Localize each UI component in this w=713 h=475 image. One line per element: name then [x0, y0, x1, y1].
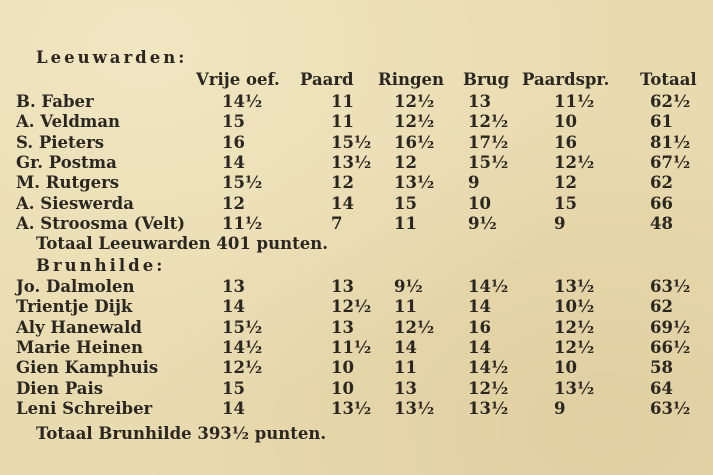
- gymnast-name: Gr. Postma: [16, 152, 117, 172]
- score-cell: 58: [650, 358, 673, 378]
- score-cell: 15: [554, 193, 577, 213]
- score-cell: 15½: [222, 173, 263, 193]
- score-cell: 14½: [222, 92, 263, 111]
- score-cell: 11: [394, 213, 417, 233]
- header-ringen: Ringen: [378, 70, 445, 89]
- gymnast-name: Marie Heinen: [16, 337, 144, 357]
- brunhilde-total-line: [0, 423, 713, 445]
- score-cell: 13½: [468, 398, 509, 418]
- score-cell: 13: [222, 277, 245, 296]
- score-cell: 17½: [468, 132, 509, 152]
- score-cell: 13½: [394, 398, 435, 418]
- score-cell: 12½: [394, 112, 435, 132]
- gymnast-name: A. Veldman: [16, 112, 121, 132]
- score-cell: 10½: [554, 297, 595, 317]
- score-cell: 15½: [331, 132, 372, 152]
- score-cell: 10: [331, 378, 354, 398]
- score-cell: 11½: [222, 213, 263, 233]
- score-cell: 9: [554, 398, 566, 418]
- score-cell: 16: [222, 132, 245, 152]
- score-cell: 13: [331, 317, 354, 337]
- score-cell: 16: [468, 317, 491, 337]
- score-cell: 14: [222, 297, 245, 317]
- score-cell: 12½: [554, 152, 595, 172]
- score-cell: 9: [468, 173, 480, 193]
- score-cell: 11½: [554, 92, 595, 111]
- header-paard: Paard: [300, 70, 354, 89]
- score-cell: 12: [394, 152, 417, 172]
- score-cell: 14½: [468, 277, 509, 296]
- score-cell: 13½: [331, 152, 372, 172]
- gymnast-name: Aly Hanewald: [16, 317, 142, 337]
- score-cell: 13½: [554, 277, 595, 296]
- table-row: [0, 276, 713, 298]
- gymnast-name: S. Pieters: [16, 132, 105, 152]
- score-cell: 15½: [222, 317, 263, 337]
- score-cell: 12½: [394, 317, 435, 337]
- score-cell: 62: [650, 297, 673, 317]
- score-cell: 9½: [468, 213, 497, 233]
- score-cell: 15½: [468, 152, 509, 172]
- score-cell: 62: [650, 173, 673, 193]
- leeuwarden-heading-line: [0, 47, 713, 69]
- score-cell: 66: [650, 193, 673, 213]
- score-cell: 13: [468, 92, 491, 111]
- table-row: [0, 398, 713, 420]
- score-cell: 12: [554, 173, 577, 193]
- score-cell: 61: [650, 112, 673, 132]
- score-cell: 15: [222, 378, 245, 398]
- table-row: [0, 378, 713, 400]
- column-header-row: [0, 69, 713, 91]
- score-cell: 12½: [554, 337, 595, 357]
- score-cell: 11: [394, 358, 417, 378]
- header-totaal: Totaal: [640, 70, 697, 89]
- score-cell: 12½: [468, 378, 509, 398]
- table-row: [0, 317, 713, 339]
- score-cell: 48: [650, 213, 673, 233]
- score-cell: 69½: [650, 317, 691, 337]
- score-cell: 14: [468, 297, 491, 317]
- table-row: [0, 111, 713, 133]
- score-cell: 9: [554, 213, 566, 233]
- score-cell: 11: [331, 92, 354, 111]
- score-cell: 14½: [468, 358, 509, 378]
- leeuwarden-total-line: [0, 233, 713, 255]
- score-cell: 14½: [222, 337, 263, 357]
- leeuwarden-heading: Leeuwarden:: [36, 48, 188, 67]
- gymnast-name: A. Sieswerda: [16, 193, 134, 213]
- score-cell: 64: [650, 378, 673, 398]
- score-cell: 16½: [394, 132, 435, 152]
- table-row: [0, 337, 713, 359]
- header-brug: Brug: [463, 70, 510, 89]
- score-cell: 12½: [468, 112, 509, 132]
- score-cell: 13: [394, 378, 417, 398]
- score-cell: 13½: [554, 378, 595, 398]
- gymnast-name: Gien Kamphuis: [16, 358, 159, 378]
- score-cell: 16: [554, 132, 577, 152]
- score-cell: 10: [554, 358, 577, 378]
- score-cell: 15: [222, 112, 245, 132]
- gymnast-name: Dien Pais: [16, 378, 104, 398]
- score-cell: 14: [468, 337, 491, 357]
- brunhilde-heading: Brunhilde:: [36, 256, 166, 275]
- score-cell: 10: [468, 193, 491, 213]
- table-row: [0, 91, 713, 113]
- table-row: [0, 152, 713, 174]
- header-vrije-oef: Vrije oef.: [196, 70, 280, 89]
- score-cell: 67½: [650, 152, 691, 172]
- score-cell: 14: [394, 337, 417, 357]
- table-row: [0, 172, 713, 194]
- score-cell: 13½: [331, 398, 372, 418]
- score-cell: 12½: [222, 358, 263, 378]
- score-cell: 63½: [650, 277, 691, 296]
- score-cell: 12: [222, 193, 245, 213]
- score-cell: 11: [331, 112, 354, 132]
- gymnast-name: Jo. Dalmolen: [16, 277, 135, 296]
- score-cell: 7: [331, 213, 343, 233]
- gymnast-name: B. Faber: [16, 92, 94, 111]
- table-row: [0, 357, 713, 379]
- table-row: [0, 296, 713, 318]
- table-row: [0, 213, 713, 235]
- brunhilde-total: Totaal Brunhilde 393½ punten.: [36, 424, 327, 443]
- score-cell: 14: [222, 398, 245, 418]
- score-cell: 15: [394, 193, 417, 213]
- header-paardspr: Paardspr.: [522, 70, 610, 89]
- score-cell: 13½: [394, 173, 435, 193]
- gymnast-name: A. Stroosma (Velt): [16, 213, 186, 233]
- score-cell: 14: [222, 152, 245, 172]
- gymnast-name: Leni Schreiber: [16, 398, 153, 418]
- leeuwarden-total: Totaal Leeuwarden 401 punten.: [36, 234, 328, 253]
- score-cell: 62½: [650, 92, 691, 111]
- score-cell: 9½: [394, 277, 423, 296]
- score-cell: 12½: [331, 297, 372, 317]
- score-cell: 14: [331, 193, 354, 213]
- score-cell: 13: [331, 277, 354, 296]
- brunhilde-heading-line: [0, 255, 713, 277]
- score-cell: 66½: [650, 337, 691, 357]
- score-cell: 12½: [554, 317, 595, 337]
- score-cell: 11: [394, 297, 417, 317]
- score-cell: 10: [331, 358, 354, 378]
- score-cell: 11½: [331, 337, 372, 357]
- gymnast-name: M. Rutgers: [16, 173, 120, 193]
- score-cell: 12½: [394, 92, 435, 111]
- table-row: [0, 132, 713, 154]
- score-cell: 12: [331, 173, 354, 193]
- score-cell: 81½: [650, 132, 691, 152]
- table-row: [0, 193, 713, 215]
- score-cell: 10: [554, 112, 577, 132]
- gymnast-name: Trientje Dijk: [16, 297, 133, 317]
- score-cell: 63½: [650, 398, 691, 418]
